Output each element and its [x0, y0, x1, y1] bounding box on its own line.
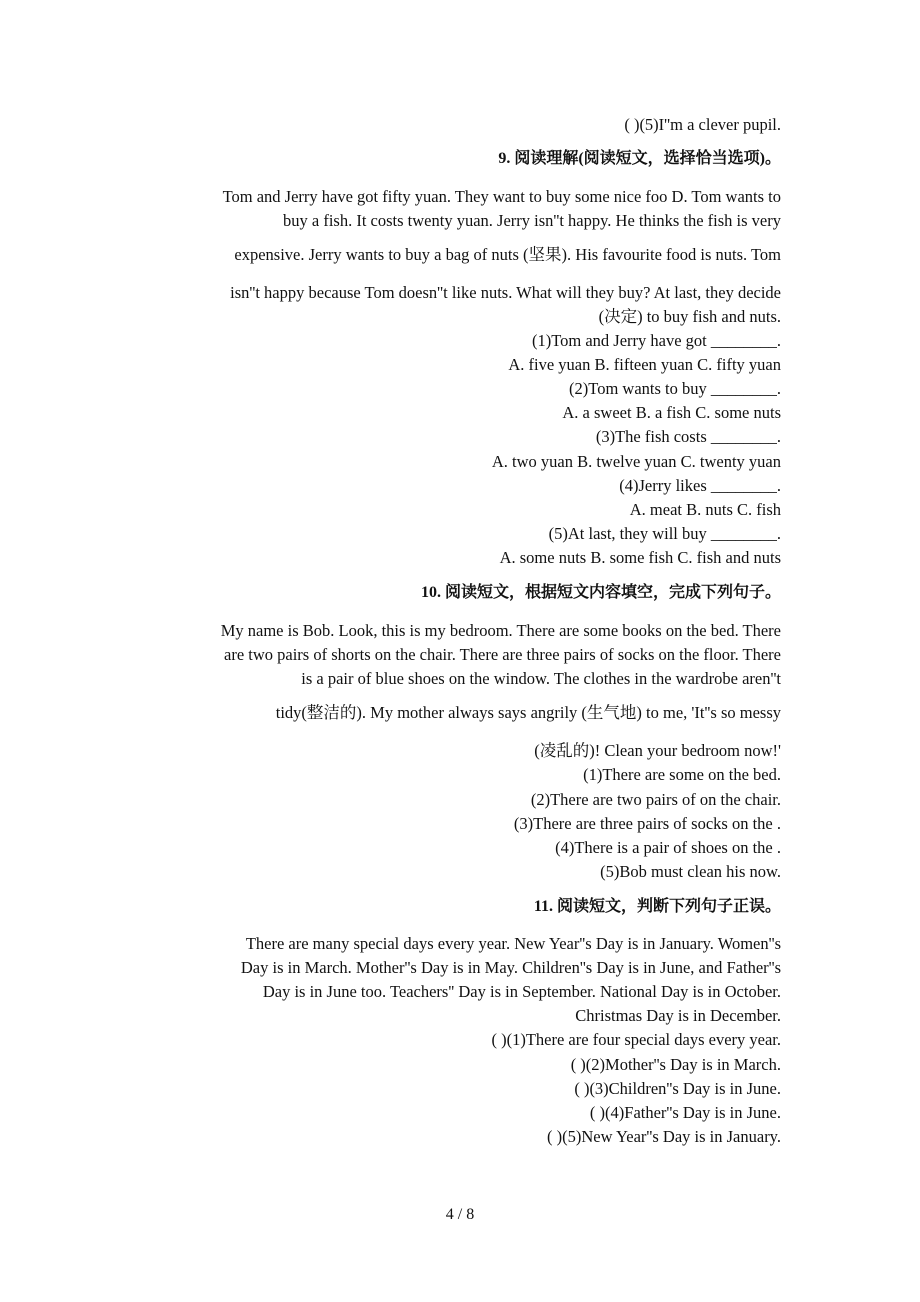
question: ( )(4)Father''s Day is in June. [589, 1103, 781, 1122]
question: (3)There are three pairs of socks on the . [513, 814, 781, 833]
question: (1)Tom and Jerry have got ________. [531, 331, 781, 350]
passage-line: is a pair of blue shoes on the window. The clothes in the wardrobe aren''t [301, 669, 781, 688]
question-options: A. a sweet B. a fish C. some nuts [562, 403, 781, 422]
question: (2)Tom wants to buy ________. [569, 379, 781, 398]
passage-line: My name is Bob. Look, this is my bedroom. There are some books on the bed. There [220, 621, 781, 640]
passage-line: (凌乱的)! Clean your bedroom now!' [534, 741, 781, 760]
question: ( )(5)New Year''s Day is in January. [547, 1127, 781, 1146]
passage-line: Day is in March. Mother''s Day is in May. Children''s Day is in June, and Father''s [240, 958, 781, 977]
passage-line: Christmas Day is in December. [575, 1006, 781, 1025]
question: (4)There is a pair of shoes on the . [555, 838, 781, 857]
question-options: A. five yuan B. fifteen yuan C. fifty yuan [508, 355, 781, 374]
question: (4)Jerry likes ________. [619, 476, 781, 495]
section-11-heading: 11. 阅读短文，判断下列句子正误。 [533, 898, 781, 915]
question-options: A. meat B. nuts C. fish [629, 500, 781, 519]
passage-line: Tom and Jerry have got fifty yuan. They want to buy some nice foo D. Tom wants to [222, 187, 781, 206]
passage-line: buy a fish. It costs twenty yuan. Jerry isn''t happy. He thinks the fish is very [283, 211, 781, 230]
prev-question-5: ( )(5)I''m a clever pupil. [624, 115, 781, 134]
question: ( )(3)Children''s Day is in June. [574, 1079, 781, 1098]
question: ( )(1)There are four special days every year. [491, 1030, 781, 1049]
page-number: 4 / 8 [445, 1206, 475, 1223]
passage-line: (决定) to buy fish and nuts. [598, 307, 781, 326]
passage-line: Day is in June too. Teachers'' Day is in September. National Day is in October. [262, 982, 781, 1001]
question: (3)The fish costs ________. [595, 427, 781, 446]
passage-line: tidy(整洁的). My mother always says angrily (生气地) to me, 'It''s so messy [275, 703, 781, 722]
question: (5)At last, they will buy ________. [548, 524, 781, 543]
passage-line: There are many special days every year. New Year''s Day is in January. Women''s [245, 934, 781, 953]
question: (1)There are some on the bed. [583, 765, 781, 784]
question: (2)There are two pairs of on the chair. [530, 790, 781, 809]
passage-line: are two pairs of shorts on the chair. There are three pairs of socks on the floor. There [224, 645, 781, 664]
question: (5)Bob must clean his now. [600, 862, 781, 881]
question-options: A. two yuan B. twelve yuan C. twenty yuan [491, 452, 781, 471]
section-9-heading: 9. 阅读理解(阅读短文，选择恰当选项)。 [498, 150, 781, 167]
passage-line: isn''t happy because Tom doesn''t like nuts. What will they buy? At last, they decide [230, 283, 781, 302]
question: ( )(2)Mother''s Day is in March. [570, 1055, 781, 1074]
section-10-heading: 10. 阅读短文，根据短文内容填空，完成下列句子。 [420, 584, 781, 601]
passage-line: expensive. Jerry wants to buy a bag of nuts (坚果). His favourite food is nuts. Tom [234, 245, 781, 264]
question-options: A. some nuts B. some fish C. fish and nuts [499, 548, 781, 567]
